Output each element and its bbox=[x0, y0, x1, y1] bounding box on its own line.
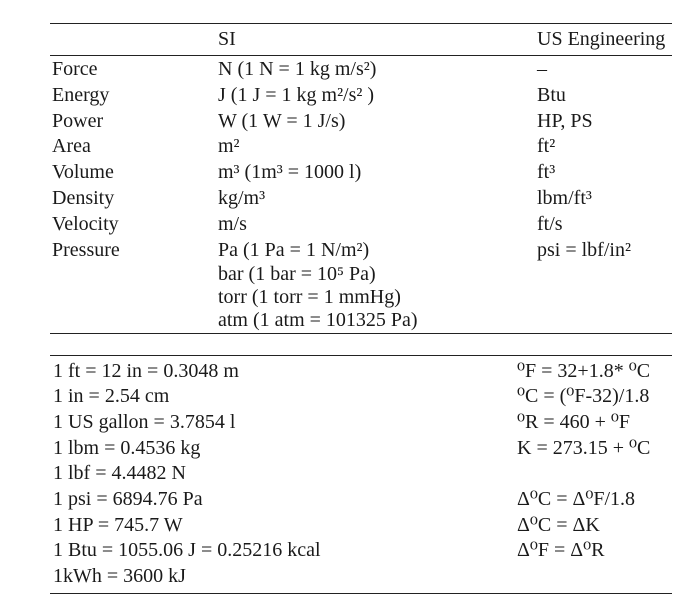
conversion-right: ⁰C = (⁰F-32)/1.8 bbox=[517, 385, 650, 407]
us-unit: psi = lbf/in² bbox=[537, 239, 631, 261]
conversion-right: Δ⁰C = ΔK bbox=[517, 514, 600, 536]
conversion-left: 1 US gallon = 3.7854 l bbox=[53, 411, 236, 433]
quantity-label: Pressure bbox=[52, 239, 120, 261]
conversion-left: 1 lbm = 0.4536 kg bbox=[53, 437, 201, 459]
us-unit: ft³ bbox=[537, 161, 556, 183]
conversion-left: 1kWh = 3600 kJ bbox=[53, 565, 186, 587]
conversion-left: 1 in = 2.54 cm bbox=[53, 385, 170, 407]
si-unit: m² bbox=[218, 135, 240, 157]
conversion-right: Δ⁰F = Δ⁰R bbox=[517, 539, 605, 561]
quantity-label: Volume bbox=[52, 161, 114, 183]
table-bottom-rule bbox=[50, 333, 672, 334]
conversion-left: 1 lbf = 4.4482 N bbox=[53, 462, 186, 484]
us-unit: lbm/ft³ bbox=[537, 187, 592, 209]
conversion-left: 1 psi = 6894.76 Pa bbox=[53, 488, 203, 510]
quantity-label: Energy bbox=[52, 84, 110, 106]
si-unit: N (1 N = 1 kg m/s²) bbox=[218, 58, 377, 80]
us-column-header: US Engineering bbox=[537, 28, 666, 50]
si-column-header: SI bbox=[218, 28, 236, 50]
quantity-label: Force bbox=[52, 58, 98, 80]
us-unit: ft² bbox=[537, 135, 556, 157]
us-unit: HP, PS bbox=[537, 110, 593, 132]
quantity-label: Velocity bbox=[52, 213, 119, 235]
si-unit: m³ (1m³ = 1000 l) bbox=[218, 161, 362, 183]
si-unit: W (1 W = 1 J/s) bbox=[218, 110, 346, 132]
si-unit: Pa (1 Pa = 1 N/m²) bbox=[218, 239, 370, 261]
header-rule bbox=[50, 55, 672, 56]
us-unit: ft/s bbox=[537, 213, 563, 235]
quantity-label: Density bbox=[52, 187, 115, 209]
si-unit-pressure-extra: atm (1 atm = 101325 Pa) bbox=[218, 309, 418, 331]
conversion-right: ⁰R = 460 + ⁰F bbox=[517, 411, 631, 433]
conversion-right: Δ⁰C = Δ⁰F/1.8 bbox=[517, 488, 636, 510]
conversions-bottom-rule bbox=[50, 593, 672, 594]
us-unit: – bbox=[537, 58, 547, 80]
conversions-top-rule bbox=[50, 355, 672, 356]
conversion-left: 1 Btu = 1055.06 J = 0.25216 kcal bbox=[53, 539, 321, 561]
si-unit: kg/m³ bbox=[218, 187, 266, 209]
si-unit-pressure-extra: torr (1 torr = 1 mmHg) bbox=[218, 286, 401, 308]
conversion-left: 1 HP = 745.7 W bbox=[53, 514, 183, 536]
quantity-label: Area bbox=[52, 135, 91, 157]
si-unit: m/s bbox=[218, 213, 247, 235]
si-unit: J (1 J = 1 kg m²/s² ) bbox=[218, 84, 375, 106]
si-unit-pressure-extra: bar (1 bar = 10⁵ Pa) bbox=[218, 263, 376, 285]
table-top-rule bbox=[50, 23, 672, 24]
us-unit: Btu bbox=[537, 84, 566, 106]
quantity-label: Power bbox=[52, 110, 104, 132]
conversion-right: ⁰F = 32+1.8* ⁰C bbox=[517, 360, 651, 382]
conversion-left: 1 ft = 12 in = 0.3048 m bbox=[53, 360, 239, 382]
conversion-right: K = 273.15 + ⁰C bbox=[517, 437, 651, 459]
